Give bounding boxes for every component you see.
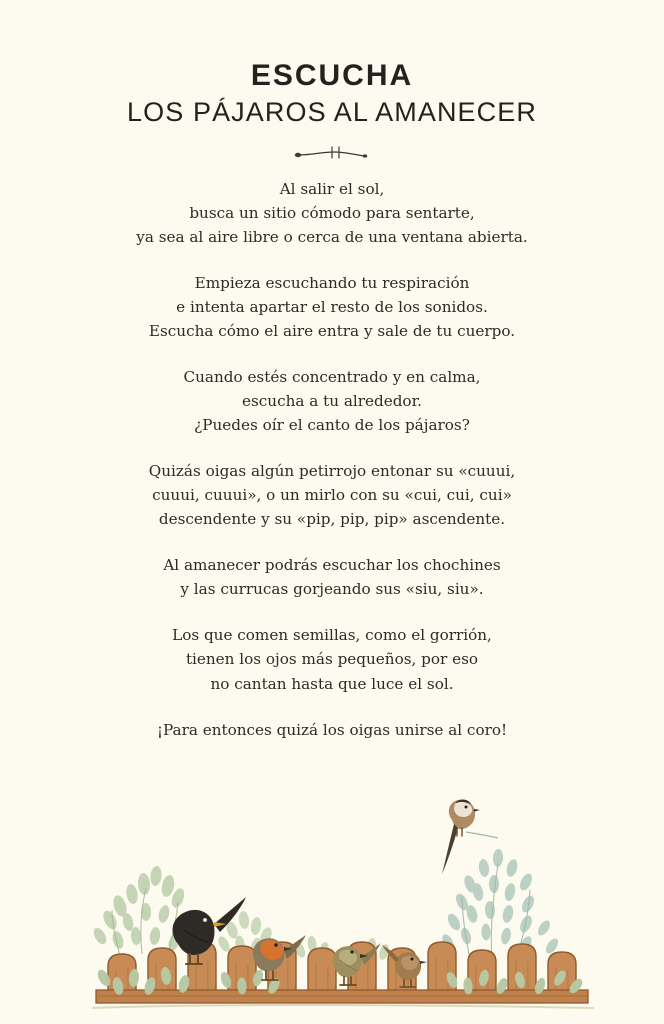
shrubs — [91, 849, 560, 961]
poem-line: cuuui, cuuui», o un mirlo con su «cui, cui, cui» — [152, 486, 512, 505]
stanza — [52, 177, 612, 249]
poem-line: e intenta apartar el resto de los sonidos. — [176, 298, 488, 317]
poem-line: Al amanecer podrás escuchar los chochines — [163, 556, 501, 575]
stanza — [52, 365, 612, 437]
poem-line: Al salir el sol, — [279, 180, 385, 199]
poem-line: Cuando estés concentrado y en calma, — [183, 368, 481, 387]
poem-line: tienen los ojos más pequeños, por eso — [185, 650, 479, 669]
poem-body — [52, 177, 612, 741]
stanza — [52, 459, 612, 531]
poem-line: no cantan hasta que luce el sol. — [210, 674, 454, 693]
page-subtitle: LOS PÁJAROS AL AMANECER — [127, 97, 537, 128]
birds-on-fence-illustration — [0, 764, 664, 1024]
poem-line: Los que comen semillas, como el gorrión, — [172, 626, 492, 645]
title-block — [0, 0, 664, 129]
stanza — [52, 553, 612, 601]
poem-line: ¿Puedes oír el canto de los pájaros? — [194, 416, 470, 435]
branch-divider-icon — [292, 143, 372, 165]
stanza — [52, 718, 612, 742]
stanza — [52, 623, 612, 695]
page-title: ESCUCHA — [250, 59, 414, 92]
poem-line: Empieza escuchando tu respiración — [194, 274, 470, 293]
poem-line: y las currucas gorjeando sus «siu, siu». — [180, 580, 484, 599]
poem-line: Escucha cómo el aire entra y sale de tu cuerpo. — [148, 322, 516, 341]
poem-line: busca un sitio cómodo para sentarte, — [189, 204, 475, 223]
stanza — [52, 271, 612, 343]
poem-line: ¡Para entonces quizá los oigas unirse al coro! — [156, 720, 508, 739]
poem-line: Quizás oigas algún petirrojo entonar su «cuuui, — [148, 462, 516, 481]
long-tailed-tit — [442, 800, 498, 874]
poem-line: escucha a tu alrededor. — [242, 392, 422, 411]
poem-line: ya sea al aire libre o cerca de una ventana abierta. — [136, 228, 528, 247]
poem-line: descendente y su «pip, pip, pip» ascendente. — [158, 510, 506, 529]
